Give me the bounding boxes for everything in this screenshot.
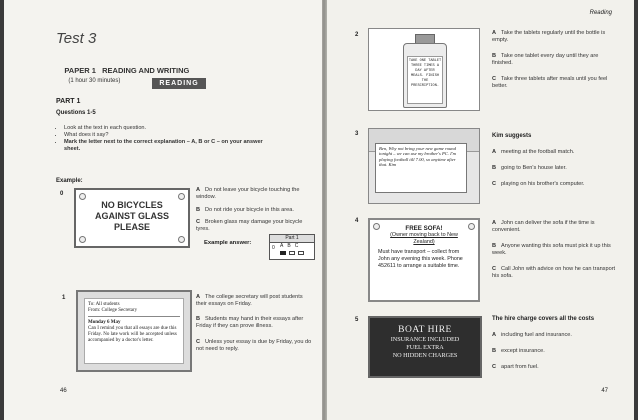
- example-option-b: B Do not ride your bicycle in this area.: [196, 207, 294, 213]
- paper-duration: (1 hour 30 minutes): [68, 78, 121, 84]
- question-2-number: 2: [355, 32, 359, 38]
- q3-option-c: C playing on his brother's computer.: [492, 181, 585, 187]
- answer-box-letters: A B C: [280, 243, 299, 249]
- reading-banner: READING: [152, 78, 206, 89]
- running-header: Reading: [589, 10, 612, 16]
- q5-sign: [368, 316, 482, 378]
- q1-note: [84, 298, 184, 364]
- q1-option-a: A The college secretary will post students their essays on Friday.: [196, 294, 303, 307]
- page-number-right: 47: [601, 388, 608, 394]
- instruction-item: • Mark the letter next to the correct explanation – A, B or C – on your answer sheet.: [64, 139, 269, 153]
- answer-marks: [280, 251, 304, 255]
- question-3-number: 3: [355, 131, 359, 137]
- empty-mark: [298, 251, 304, 255]
- notice-body: Must have transport – collect from John any evening this week. Phone 452611 to arrange a suitable time.: [378, 249, 463, 269]
- pin-icon: [468, 223, 475, 230]
- q3-note: Ben, Why not bring your new game round tonight – we can use my brother's PC. I'm playing football till 7.00, so anytime after that. Kim: [375, 143, 467, 193]
- q5-option-b: B except insurance.: [492, 348, 545, 354]
- note-body: Can I remind you that all essays are due this Friday. No late work will be accepted unless accompanied by a doctor's letter.: [88, 326, 177, 343]
- boat-sign-line-3: NO HIDDEN CHARGES: [392, 352, 458, 359]
- pin-icon: [373, 223, 380, 230]
- q1-option-b: B Students may hand in their essays after Friday if they can prove illness.: [196, 316, 304, 329]
- screw-icon: [79, 193, 86, 200]
- example-answer-label: Example answer:: [204, 240, 252, 246]
- example-number: 0: [60, 191, 64, 197]
- example-option-c: C Broken glass may damage your bicycle tyres.: [196, 219, 303, 232]
- example-label: Example:: [56, 178, 83, 184]
- q4-notice: [368, 218, 480, 302]
- q5-option-a: A including fuel and insurance.: [492, 332, 572, 338]
- screw-icon: [178, 193, 185, 200]
- answer-box-number: 0: [272, 245, 275, 251]
- note-to: To: All students: [88, 302, 120, 307]
- left-page: [4, 0, 322, 420]
- q1-note-frame: [76, 290, 192, 372]
- boat-sign-line-2: FUEL EXTRA: [406, 344, 444, 351]
- q4-option-c: C Call John with advice on how he can transport his sofa.: [492, 266, 616, 279]
- notice-subtitle: (Owner moving back to New Zealand): [390, 232, 458, 245]
- instruction-item: • Look at the text in each question.: [64, 125, 269, 132]
- right-page: [327, 0, 634, 420]
- bottle: [403, 43, 447, 108]
- boat-sign-line-1: INSURANCE INCLUDED: [390, 336, 460, 343]
- example-sign: [74, 188, 190, 248]
- q2-option-c: C Take three tablets after meals until you feel better.: [492, 76, 608, 89]
- q5-option-c: C apart from fuel.: [492, 364, 539, 370]
- screw-icon: [178, 236, 185, 243]
- q2-option-a: A Take the tablets regularly until the bottle is empty.: [492, 30, 606, 43]
- q3-heading: Kim suggests: [492, 133, 532, 139]
- bottle-label: TAKE ONE TABLET THREE TIMES A DAY AFTER MEALS. FINISH THE PRESCRIPTION.: [407, 56, 443, 104]
- screw-icon: [79, 236, 86, 243]
- q3-option-a: A meeting at the football match.: [492, 149, 575, 155]
- boat-sign-title: BOAT HIRE: [398, 325, 452, 335]
- q2-picture: [368, 28, 480, 111]
- filled-mark: [280, 251, 286, 255]
- q3-option-b: B going to Ben's house later.: [492, 165, 567, 171]
- q5-heading: The hire charge covers all the costs: [492, 316, 595, 322]
- page-number-left: 46: [60, 388, 67, 394]
- q1-option-c: C Unless your essay is due by Friday, you do not need to reply.: [196, 339, 312, 352]
- q4-option-b: B Anyone wanting this sofa must pick it up this week.: [492, 243, 611, 256]
- question-4-number: 4: [355, 218, 359, 224]
- answer-box: [269, 234, 315, 260]
- instructions-list: [56, 125, 269, 153]
- example-sign-text: NO BICYCLES AGAINST GLASS PLEASE: [94, 200, 169, 232]
- example-option-a: A Do not leave your bicycle touching the window.: [196, 187, 300, 200]
- part-heading: PART 1: [56, 98, 81, 105]
- notice-title: FREE SOFA!: [405, 225, 443, 232]
- q3-picture: [368, 128, 480, 204]
- note-date: Monday 6 May: [88, 320, 121, 325]
- question-1-number: 1: [62, 295, 66, 301]
- questions-range: Questions 1-5: [56, 110, 96, 116]
- q4-option-a: A John can deliver the sofa if the time is convenient.: [492, 220, 595, 233]
- answer-box-title: Part 1: [270, 235, 314, 243]
- paper-title: PAPER 1 READING AND WRITING: [64, 66, 190, 75]
- note-from: From: College Secretary: [88, 308, 180, 317]
- test-title: Test 3: [56, 30, 97, 47]
- q2-option-b: B Take one tablet every day until they are finished.: [492, 53, 599, 66]
- instruction-item: • What does it say?: [64, 132, 269, 139]
- question-5-number: 5: [355, 317, 359, 323]
- empty-mark: [289, 251, 295, 255]
